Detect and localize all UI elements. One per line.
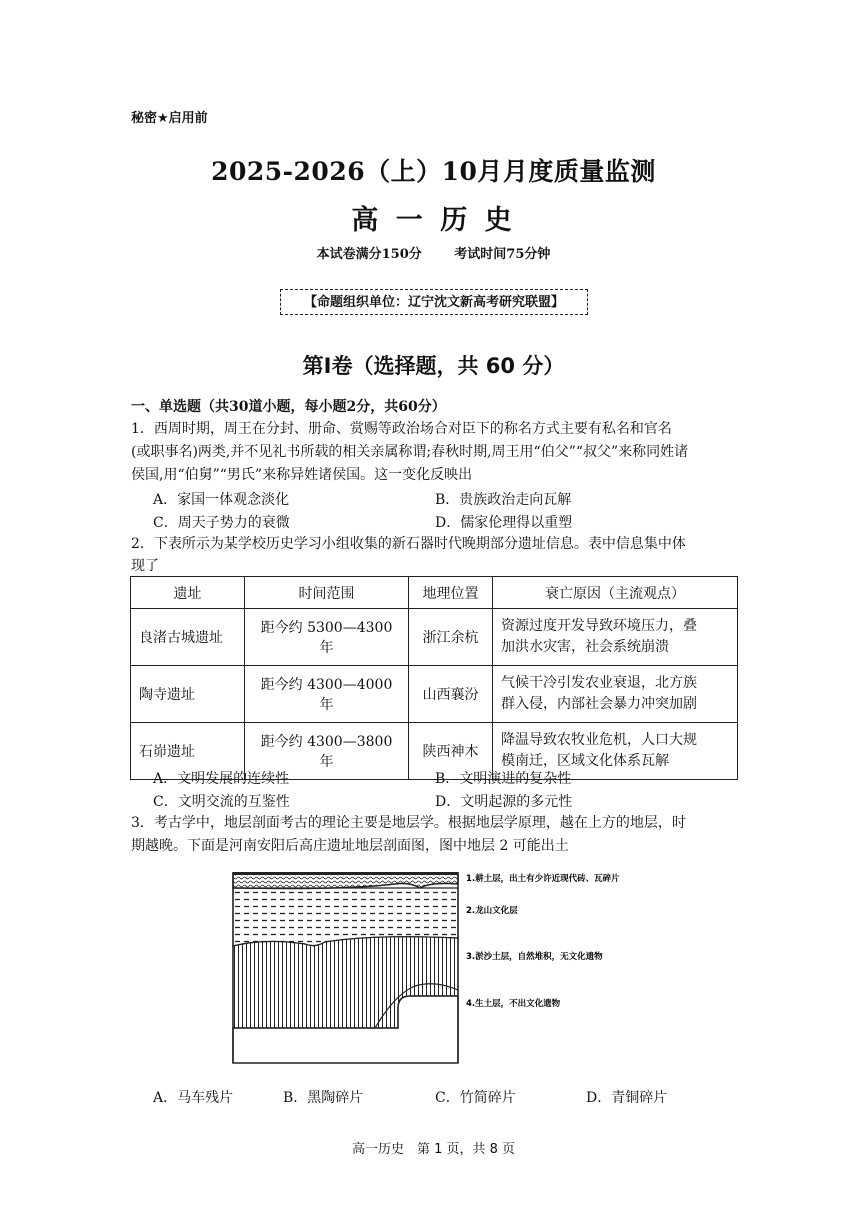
q2-option-c: C．文明交流的互鉴性 — [153, 794, 290, 810]
q3-option-d: D．青铜碎片 — [586, 1090, 668, 1106]
exam-info — [0, 243, 867, 262]
table-header-row — [131, 577, 738, 609]
site-cell: 陶寺遗址 — [131, 666, 245, 723]
layer-2-shape — [233, 888, 458, 946]
time-cell: 距今约 4300—4000 年 — [245, 666, 409, 723]
confidential-mark: 秘密★启用前 — [131, 111, 208, 126]
q2-option-b: B．文明演进的复杂性 — [435, 771, 572, 787]
q1-stem-line1: 1．西周时期，周王在分封、册命、赏赐等政治场合对臣下的称名方式主要有私名和官名 — [131, 421, 672, 437]
q3-stem-line1: 3．考古学中，地层剖面考古的理论主要是地层学。根据地层学原理，越在上方的地层，时 — [131, 815, 686, 831]
layer-3-label: 3.淤沙土层，自然堆积，无文化遗物 — [466, 952, 603, 962]
site-cell: 良渚古城遗址 — [131, 609, 245, 666]
page-footer: 高一历史 第 1 页，共 8 页 — [351, 1142, 516, 1157]
reason-cell: 资源过度开发导致环境压力，叠 加洪水灾害，社会系统崩溃 — [493, 609, 738, 666]
organizer-box: 【命题组织单位：辽宁沈文新高考研究联盟】 — [280, 289, 588, 315]
table-row — [131, 609, 738, 666]
table-header: 遗址 — [131, 577, 245, 609]
place-cell: 陕西神木 — [409, 723, 493, 780]
place-cell: 山西襄汾 — [409, 666, 493, 723]
time-cell: 距今约 5300—4300 年 — [245, 609, 409, 666]
table-header: 地理位置 — [409, 577, 493, 609]
reason-cell: 降温导致农牧业危机，人口大规 模南迁，区域文化体系瓦解 — [493, 723, 738, 780]
section-title: 第Ⅰ卷（选择题，共 60 分） — [302, 354, 565, 378]
exam-title: 2025-2026（上）10月月度质量监测 — [211, 157, 656, 186]
q1-option-c: C．周天子势力的衰微 — [153, 515, 290, 531]
full-score: 本试卷满分150分 — [316, 247, 422, 262]
site-cell: 石峁遗址 — [131, 723, 245, 780]
q1-stem-line2: (或职事名)两类,并不见礼书所载的相关亲属称谓;春秋时期,周王用“伯父”“叔父”来称同姓诸 — [131, 444, 689, 460]
place-cell: 浙江余杭 — [409, 609, 493, 666]
q1-option-d: D．儒家伦理得以重塑 — [435, 515, 573, 531]
table-header: 衰亡原因（主流观点） — [493, 577, 738, 609]
q1-option-b: B．贵族政治走向瓦解 — [435, 492, 572, 508]
layer-1-label: 1.耕土层，出土有少许近现代砖、瓦碎片 — [466, 874, 620, 884]
stratigraphy-diagram — [225, 868, 645, 1073]
sites-table — [130, 576, 738, 780]
q1-option-a: A．家国一体观念淡化 — [153, 492, 290, 508]
q3-option-c: C．竹简碎片 — [435, 1090, 516, 1106]
q2-stem-line2: 现了 — [131, 558, 159, 574]
table-row — [131, 666, 738, 723]
q2-option-d: D．文明起源的多元性 — [435, 794, 573, 810]
time-cell: 距今约 4300—3800 年 — [245, 723, 409, 780]
q2-option-a: A．文明发展的连续性 — [153, 771, 290, 787]
table-header: 时间范围 — [245, 577, 409, 609]
part-heading: 一、单选题（共30道小题，每小题2分，共60分） — [131, 399, 446, 415]
layer-2-label: 2.龙山文化层 — [466, 906, 518, 916]
reason-cell: 气候干冷引发农业衰退，北方族 群入侵，内部社会暴力冲突加剧 — [493, 666, 738, 723]
q3-option-b: B．黑陶碎片 — [283, 1090, 364, 1106]
exam-time: 考试时间75分钟 — [454, 247, 551, 262]
q3-stem-line2: 期越晚。下面是河南安阳后高庄遗址地层剖面图，图中地层 2 可能出土 — [131, 838, 569, 854]
layer-1-shape — [233, 874, 458, 889]
q3-option-a: A．马车残片 — [153, 1090, 234, 1106]
subject-title: 高 一 历 史 — [351, 205, 516, 236]
layer-4-label: 4.生土层，不出文化遗物 — [466, 999, 561, 1009]
q1-stem-line3: 侯国,用“伯舅”“男氏”来称异姓诸侯国。这一变化反映出 — [131, 467, 473, 483]
q2-stem-line1: 2．下表所示为某学校历史学习小组收集的新石器时代晚期部分遗址信息。表中信息集中体 — [131, 536, 686, 552]
